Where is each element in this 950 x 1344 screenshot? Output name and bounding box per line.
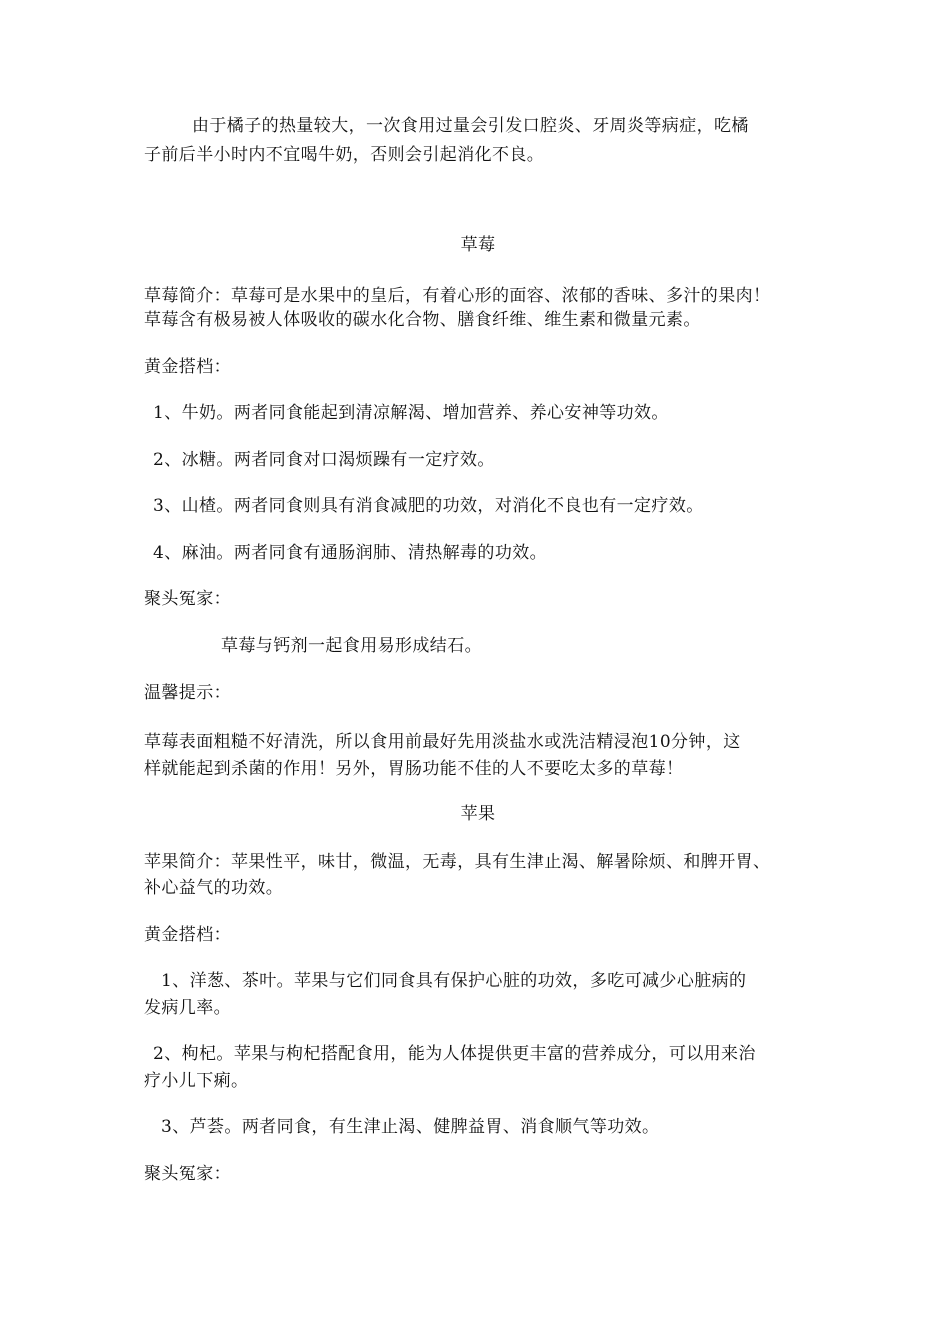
apple-pairing-item-line: 3、芦荟。两者同食，有生津止渴、健脾益胃、消食顺气等功效。: [161, 1117, 660, 1137]
strawberry-conflict-heading: 聚头冤家：: [144, 589, 231, 609]
orange-paragraph-line-1: 由于橘子的热量较大，一次食用过量会引发口腔炎、牙周炎等病症，吃橘: [192, 116, 749, 136]
strawberry-tip-line-1: 草莓表面粗糙不好清洗，所以食用前最好先用淡盐水或洗洁精浸泡10分钟，这: [144, 732, 741, 752]
apple-title: 苹果: [460, 804, 496, 824]
apple-pairing-item-line: 2、枸杞。苹果与枸杞搭配食用，能为人体提供更丰富的营养成分，可以用来治: [153, 1044, 756, 1064]
apple-intro-line-1: 苹果简介：苹果性平，味甘，微温，无毒，具有生津止渴、解暑除烦、和脾开胃、: [144, 852, 771, 872]
apple-pairing-item-line: 疗小儿下痢。: [144, 1071, 249, 1091]
strawberry-title: 草莓: [460, 235, 496, 255]
strawberry-conflict-text: 草莓与钙剂一起食用易形成结石。: [221, 636, 482, 656]
strawberry-intro-line-2: 草莓含有极易被人体吸收的碳水化合物、膳食纤维、维生素和微量元素。: [144, 310, 701, 330]
apple-conflict-heading: 聚头冤家：: [144, 1164, 231, 1184]
apple-pairing-item-line: 1、洋葱、茶叶。苹果与它们同食具有保护心脏的功效，多吃可减少心脏病的: [161, 971, 747, 991]
strawberry-pairing-item: 1、牛奶。两者同食能起到清凉解渴、增加营养、养心安神等功效。: [153, 403, 669, 423]
strawberry-tip-heading: 温馨提示：: [144, 683, 231, 703]
strawberry-intro-line-1: 草莓简介：草莓可是水果中的皇后，有着心形的面容、浓郁的香味、多汁的果肉！: [144, 286, 771, 306]
strawberry-pairing-item: 4、麻油。两者同食有通肠润肺、清热解毒的功效。: [153, 543, 548, 563]
strawberry-pairing-item: 3、山楂。两者同食则具有消食减肥的功效，对消化不良也有一定疗效。: [153, 496, 704, 516]
apple-pairing-heading: 黄金搭档：: [144, 925, 231, 945]
document-page: [144, 0, 812, 1344]
apple-intro-line-2: 补心益气的功效。: [144, 878, 284, 898]
strawberry-tip-line-2: 样就能起到杀菌的作用！另外，胃肠功能不佳的人不要吃太多的草莓！: [144, 759, 684, 779]
strawberry-pairing-item: 2、冰糖。两者同食对口渴烦躁有一定疗效。: [153, 450, 495, 470]
strawberry-pairing-heading: 黄金搭档：: [144, 357, 231, 377]
orange-paragraph-line-2: 子前后半小时内不宜喝牛奶，否则会引起消化不良。: [144, 145, 545, 165]
apple-pairing-item-line: 发病几率。: [144, 998, 231, 1018]
